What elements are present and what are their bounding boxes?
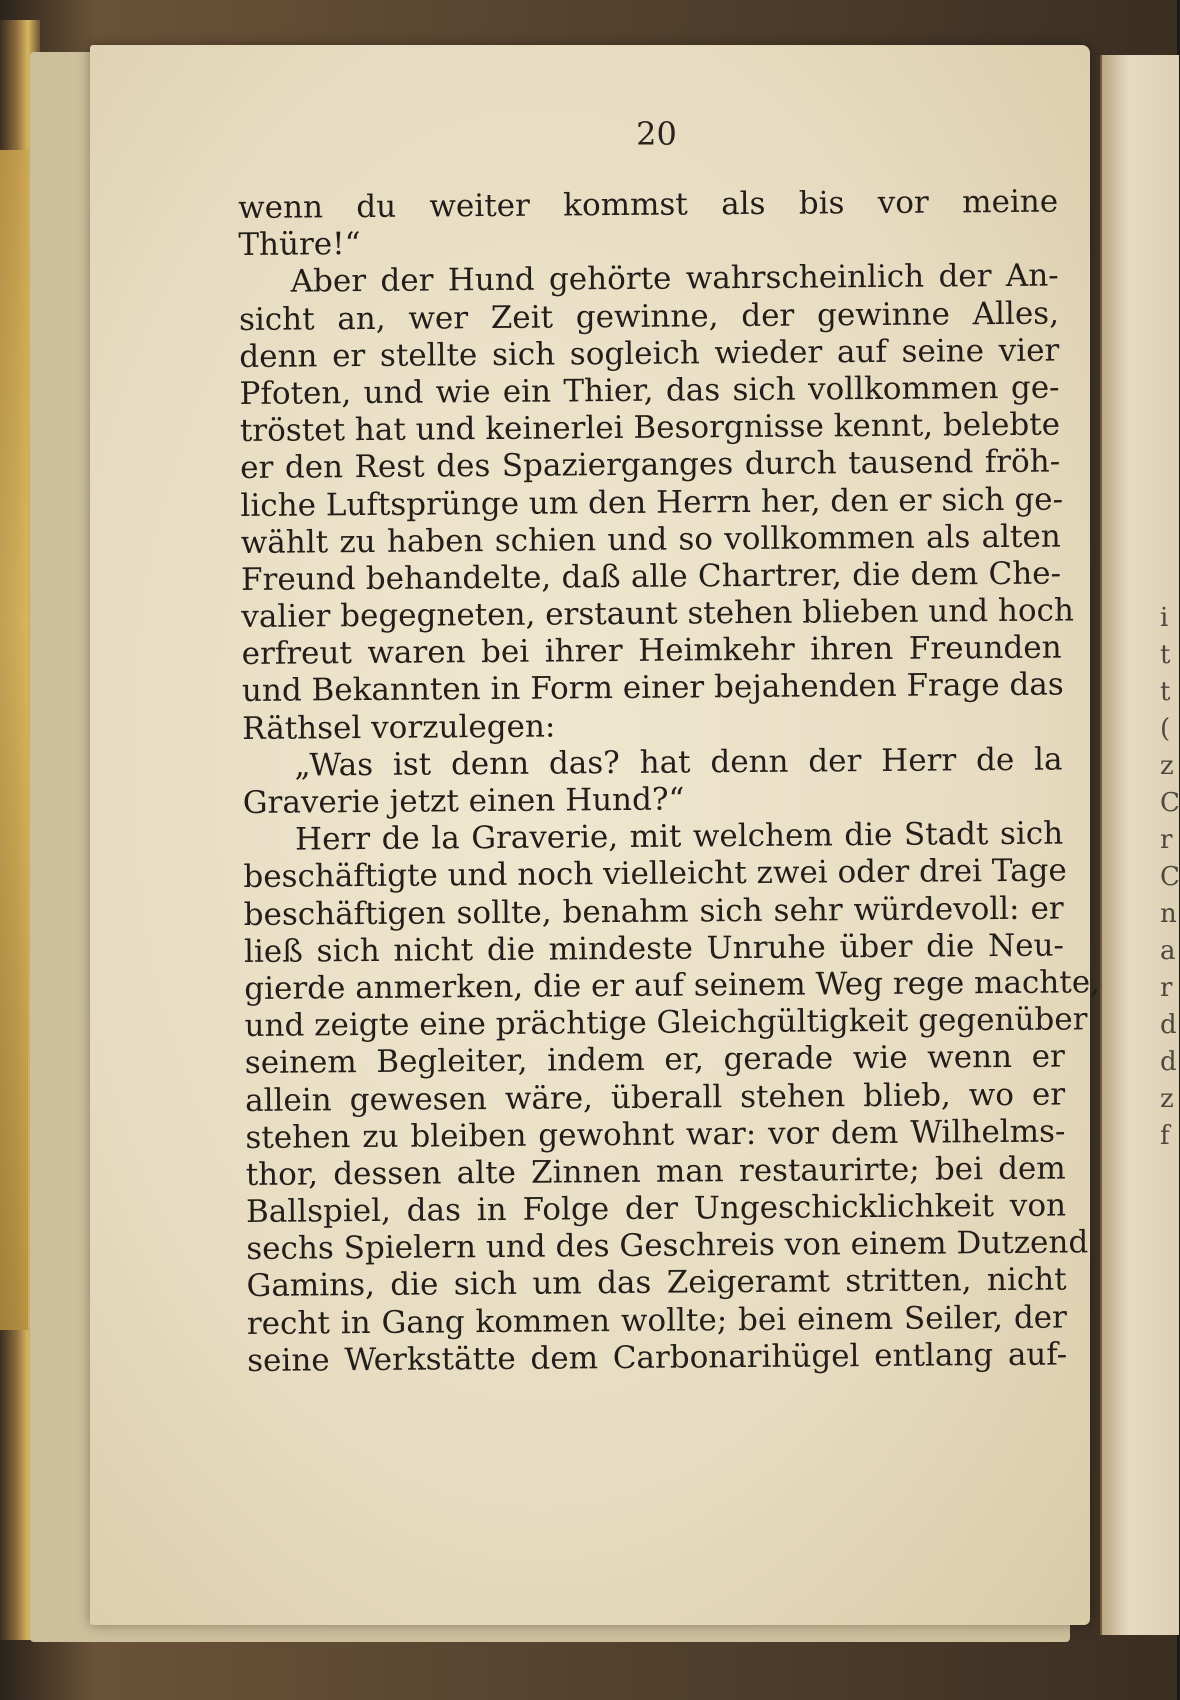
facing-page-fragment: t: [1160, 677, 1171, 707]
text-line: sicht an, wer Zeit gewinne, der gewinne Alles,: [238, 295, 1060, 338]
facing-page-fragment: (: [1160, 714, 1171, 744]
facing-page-fragment: z: [1160, 1084, 1174, 1114]
text-line: Gamins, die sich um das Zeigeramt stritten, nicht: [246, 1261, 1067, 1305]
text-line: beschäftigte und noch vielleicht zwei oder drei Tage: [243, 852, 1067, 896]
facing-page-fragment: t: [1160, 640, 1171, 670]
text-line: sechs Spielern und des Geschreis von einem Dutzend: [246, 1224, 1089, 1268]
text-line: er den Rest des Spazierganges durch tausend fröh-: [240, 443, 1061, 487]
facing-page-fragments: [1160, 600, 1180, 1155]
gilded-page-edge: [0, 150, 28, 1330]
text-line: recht in Gang kommen wollte; bei einem Seiler, der: [246, 1299, 1068, 1342]
page-number: [0, 115, 1177, 153]
text-line: Thüre!“: [238, 226, 361, 264]
text-line: Freund behandelte, daß alle Chartrer, die dem Che-: [240, 555, 1062, 598]
text-line: tröstet hat und keinerlei Besorgnisse kennt, belebte: [239, 406, 1061, 450]
facing-page-fragment: C: [1160, 788, 1180, 818]
text-line: ließ sich nicht die mindeste Unruhe über die Neu-: [243, 927, 1065, 970]
facing-page-fragment: a: [1160, 936, 1176, 966]
text-line: stehen zu bleiben gewohnt war: vor dem Wilhelms-: [245, 1113, 1066, 1156]
page-number-text: 20: [636, 115, 677, 153]
facing-page-fragment: C: [1160, 862, 1180, 892]
text-line: wenn du weiter kommst als bis vor meine: [238, 183, 1059, 226]
facing-page-fragment: z: [1160, 751, 1174, 781]
body-text: [238, 183, 1101, 1380]
text-line: seinem Begleiter, indem er, gerade wie wenn er: [244, 1038, 1065, 1082]
text-line: valier begegneten, erstaunt stehen blieben und hoch: [241, 592, 1075, 636]
text-line: beschäftigen sollte, benahm sich sehr würdevoll: er: [243, 890, 1064, 933]
text-line: „Was ist denn das? hat denn der Herr de la: [294, 741, 1063, 784]
text-line: und zeigte eine prächtige Gleichgültigkeit gegenüber: [244, 1001, 1088, 1045]
facing-page-fragment: d: [1160, 1010, 1177, 1040]
text-line: gierde anmerken, die er auf seinem Weg rege machte,: [244, 964, 1101, 1007]
text-line: allein gewesen wäre, überall stehen blieb, wo er: [245, 1076, 1066, 1119]
text-line: thor, dessen alte Zinnen man restaurirte; bei dem: [245, 1150, 1066, 1193]
text-line: Ballspiel, das in Folge der Ungeschicklichkeit von: [245, 1187, 1067, 1231]
text-line: Herr de la Graverie, mit welchem die Stadt sich: [294, 815, 1064, 858]
text-line: liche Luftsprünge um den Herrn her, den er sich ge-: [240, 481, 1064, 524]
text-line: Räthsel vorzulegen:: [242, 708, 556, 747]
text-line: und Bekannten in Form einer bejahenden Frage das: [241, 666, 1064, 710]
text-line: denn er stellte sich sogleich wieder auf seine vier: [239, 332, 1060, 375]
text-line: erfreut waren bei ihrer Heimkehr ihren Freunden: [241, 629, 1062, 673]
facing-page-fragment: r: [1160, 825, 1173, 855]
text-line: seine Werkstätte dem Carbonarihügel entlang auf-: [247, 1336, 1068, 1379]
text-line: Aber der Hund gehörte wahrscheinlich der An-: [290, 257, 1059, 300]
text-line: Graverie jetzt einen Hund?“: [242, 781, 685, 821]
text-line: Pfoten, und wie ein Thier, das sich vollkommen ge-: [239, 369, 1060, 412]
facing-page-fragment: f: [1160, 1121, 1170, 1151]
facing-page-fragment: r: [1160, 973, 1173, 1003]
facing-page-fragment: d: [1160, 1047, 1177, 1077]
text-line: wählt zu haben schien und so vollkommen als alten: [240, 518, 1061, 561]
facing-page-fragment: n: [1160, 899, 1177, 929]
facing-page-fragment: i: [1160, 603, 1169, 633]
